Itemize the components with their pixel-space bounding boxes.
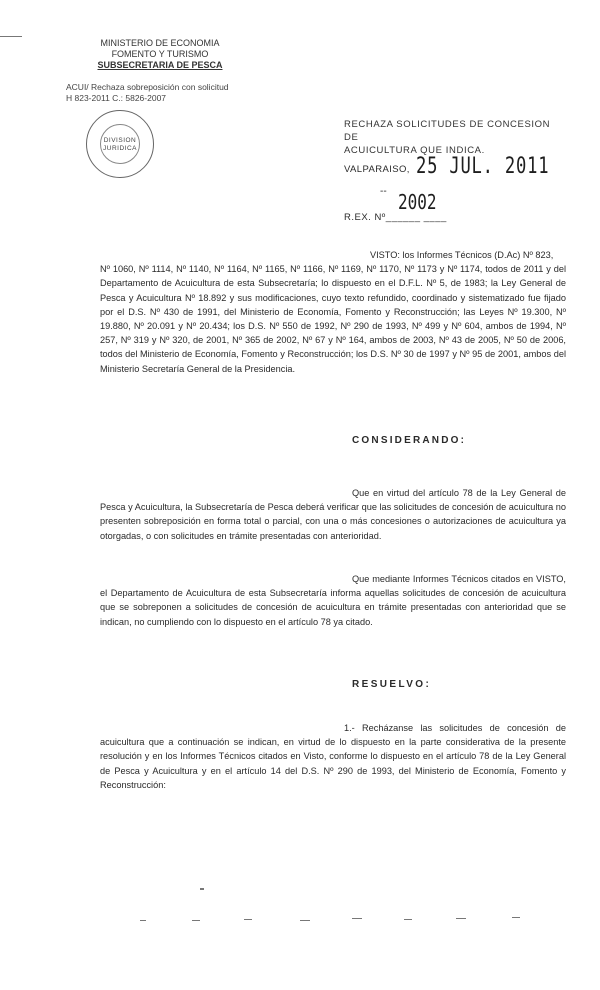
scan-mark — [200, 888, 204, 890]
resuelvo-paragraph-1 — [100, 721, 566, 792]
stamp-text — [92, 137, 148, 152]
scan-mark — [456, 918, 466, 919]
file-reference-line1: ACUI/ Rechaza sobreposición con solicitud — [66, 82, 229, 92]
scan-mark — [404, 919, 412, 920]
ministry-subname: FOMENTO Y TURISMO — [111, 49, 209, 59]
resuelvo-heading: RESUELVO: — [352, 679, 432, 690]
resolution-reference — [344, 118, 564, 157]
scan-mark — [0, 36, 22, 37]
considerando-heading: CONSIDERANDO: — [352, 435, 467, 446]
resuelvo-text: 1.- Recházanse las solicitudes de concesión de acuicultura que a continuación se indican, en virtud de lo dispuesto en la parte considerativa de la presente resolución y en los Informes Técnicos citados en Visto, conforme lo dispuesto en el artículo 78 de la Ley General de Pesca y Acuicultura y en el artículo 14 del D.S. Nº 290 de 1993, del Ministerio de Economía, Fomento y Reconstrucción: — [100, 723, 566, 790]
considerando-paragraph-2: Que mediante Informes Técnicos citados en VISTO, el Departamento de Acuicultura de esta Subsecretaría informa aquellas solicitudes de concesión de acuicultura que se sobreponen a solicitudes de concesión de acuicultura en trámite presentadas con anterioridad que se indican, no cumpliendo con lo dispuesto en el artículo 78 ya citado. — [100, 574, 566, 627]
number-dash: -- — [380, 186, 387, 197]
resolution-number: 2002 — [398, 190, 437, 214]
place-label: VALPARAISO, — [344, 164, 410, 175]
scan-mark — [140, 920, 146, 921]
visto-section — [100, 248, 566, 376]
visto-body: Nº 1060, Nº 1114, Nº 1140, Nº 1164, Nº 1165, Nº 1166, Nº 1169, Nº 1170, Nº 1173 y Nº 1174, todos de 2011 y del Departamento de Acuicultura de esta Subsecretaría; lo dispuesto en el D.F.L. Nº 5, de 1983; la Ley General de Pesca y Acuicultura Nº 18.892 y sus modificaciones, cuyo texto refundido, coordinado y sistematizado fue fijado por el D.S. Nº 430 de 1991, del Ministerio de Economía, Fomento y Reconstrucción; las Leyes Nº 19.300, Nº 19.880, Nº 20.091 y Nº 20.434; los D.S. Nº 550 de 1992, Nº 290 de 1993, Nº 499 y Nº 604, ambos de 1994, Nº 257, Nº 319 y Nº 320, de 2001, Nº 365 de 2002, Nº 67 y Nº 164, ambos de 2003, Nº 43 de 2005, Nº 50 de 2006, todos del Ministerio de Economía, Fomento y Reconstrucción; los D.S. Nº 30 de 1997 y Nº 95 de 2001, ambos del Ministerio Secretaría General de la Presidencia. — [100, 264, 566, 374]
scan-mark — [352, 918, 362, 919]
date-stamp: 25 JUL. 2011 — [416, 154, 550, 179]
file-reference-line2: H 823-2011 C.: 5826-2007 — [66, 93, 167, 103]
subsecretaria-name: SUBSECRETARIA DE PESCA — [97, 60, 223, 70]
scan-mark — [244, 919, 252, 920]
reference-line1: RECHAZA SOLICITUDES DE CONCESION DE — [344, 119, 551, 143]
file-reference — [66, 82, 229, 104]
stamp-line2: JURIDICA — [103, 144, 137, 152]
reference-line2: ACUICULTURA QUE INDICA. — [344, 145, 485, 156]
ministry-header — [60, 38, 260, 71]
stamp-line1: DIVISION — [103, 137, 137, 144]
ministry-name: MINISTERIO DE ECONOMIA — [100, 38, 220, 48]
rex-label: R.EX. Nº______ ____ — [344, 212, 447, 223]
scan-mark — [512, 917, 520, 918]
scan-mark — [300, 920, 310, 921]
considerando-paragraph-1: Que en virtud del artículo 78 de la Ley General de Pesca y Acuicultura, la Subsecretaría de Pesca deberá verificar que las solicitudes de concesión de acuicultura no presenten sobreposición en forma total o parcial, con una o más concesiones o autorizaciones de acuicultura ya otorgadas, o con solicitudes en trámite presentadas con anterioridad. — [100, 488, 566, 541]
scan-mark — [192, 920, 200, 921]
visto-intro: VISTO: los Informes Técnicos (D.Ac) Nº 823, — [370, 250, 554, 260]
